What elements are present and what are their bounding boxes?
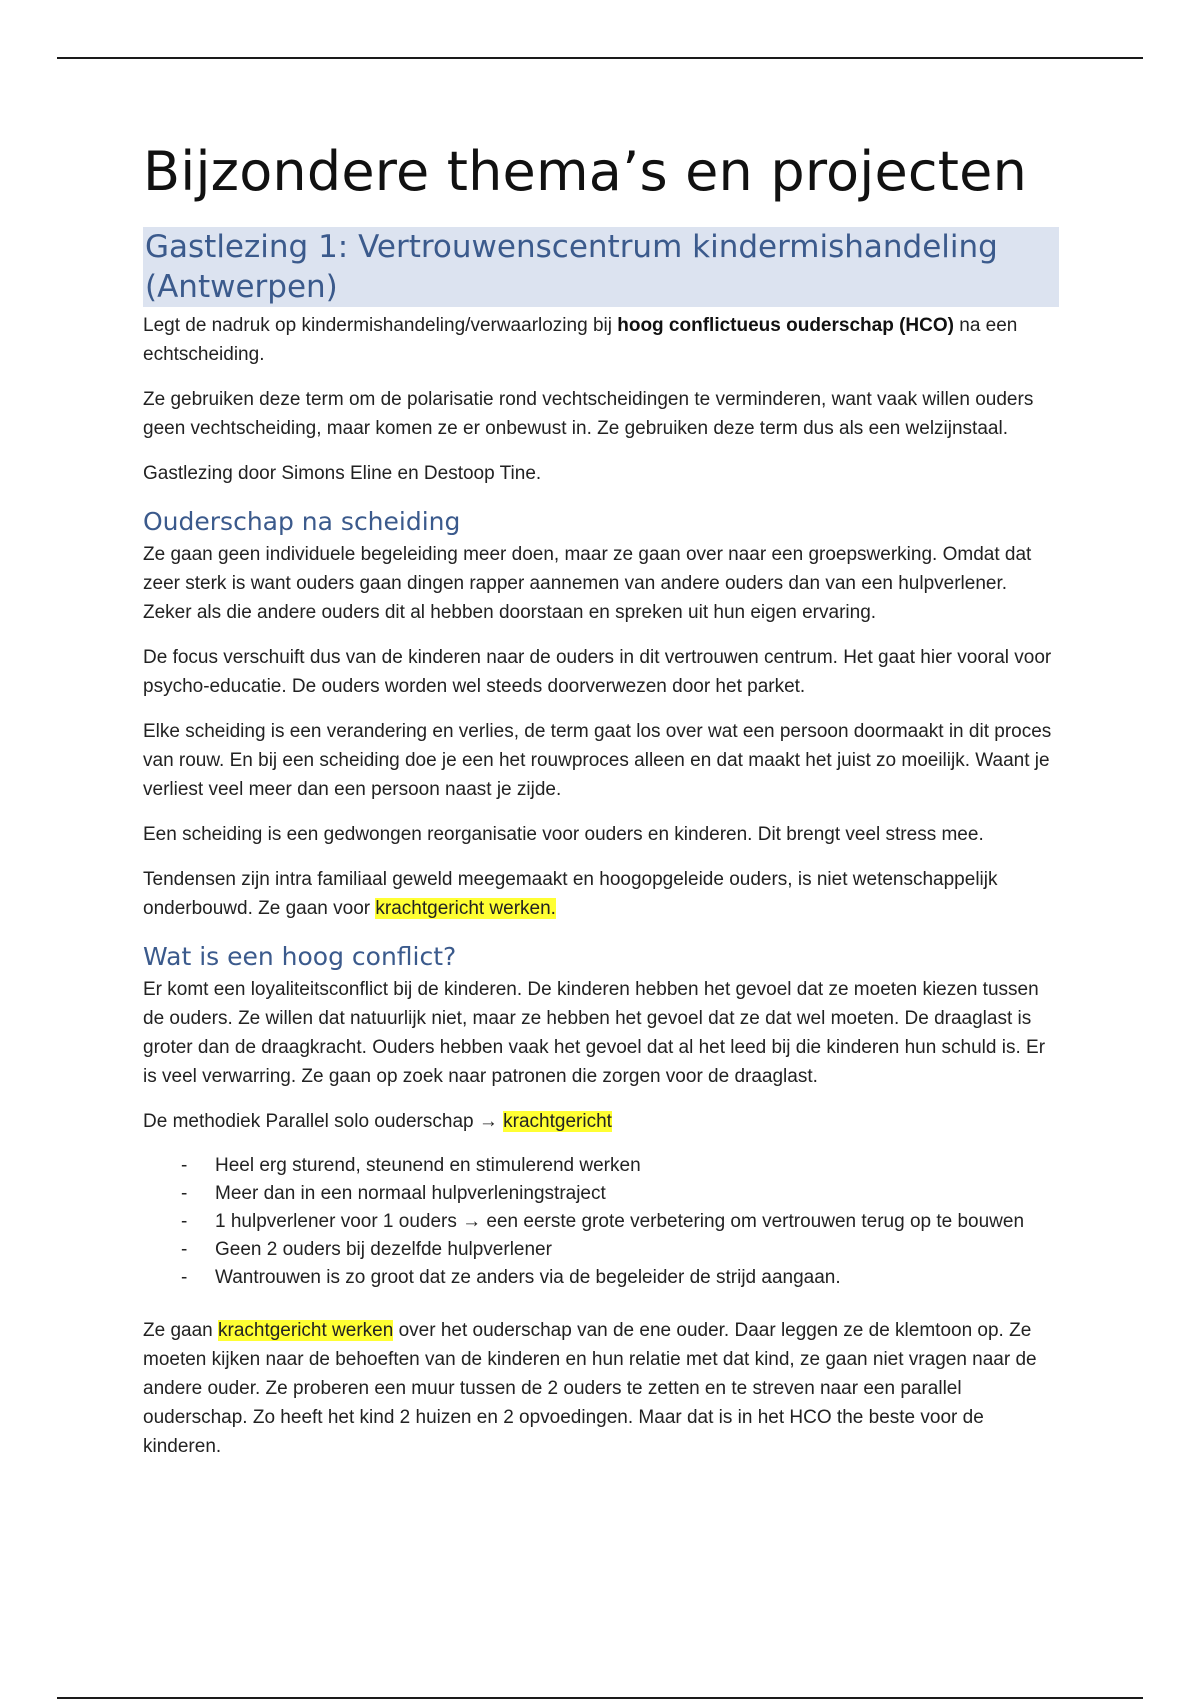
section1-paragraph-3: Elke scheiding is een verandering en verlies, de term gaat los over wat een persoon doormaakt in dit proces van rouw. En bij een scheiding doe je een het rouwproces alleen en dat maakt het juist zo moeilijk. Waant je verliest veel meer dan een persoon naast je zijde. (143, 720, 1052, 800)
list-item: - 1 hulpverlener voor 1 ouders → een eerste grote verbetering om vertrouwen terug op te bouwen (143, 1208, 1059, 1236)
highlight-krachtgericht: krachtgericht (503, 1110, 612, 1132)
heading-line-1: Gastlezing 1: Vertrouwenscentrum kindermishandeling (145, 228, 998, 265)
section1-p5-text: Tendensen zijn intra familiaal geweld meegemaakt en hoogopgeleide ouders, is niet wetenschappelijk onderbouwd. Ze gaan voor (143, 868, 998, 919)
bottom-rule (57, 1697, 1143, 1699)
methodiek-text: De methodiek Parallel solo ouderschap → (143, 1110, 504, 1132)
section2-p3-text-after: over het ouderschap van de ene ouder. Daar leggen ze de klemtoon op. Ze moeten kijken naar de behoeften van de kinderen en hun relatie met dat kind, ze gaan niet vragen naar de andere ouder. Ze proberen een muur tussen de 2 ouders te zetten en te streven naar een parallel ouderschap. Zo heeft het kind 2 huizen en 2 opvoedingen. Maar dat is in het HCO the beste voor de kinderen. (143, 1319, 1037, 1457)
list-item: - Wantrouwen is zo groot dat ze anders via de begeleider de strijd aangaan. (143, 1264, 1059, 1292)
section1-paragraph-5 (143, 865, 1059, 923)
list-item: - Heel erg sturend, steunend en stimulerend werken (143, 1152, 1059, 1180)
section2-paragraph-3 (143, 1316, 1059, 1461)
intro-text-after: na een echtscheiding. (143, 314, 1018, 365)
document-page (143, 130, 1059, 1477)
section1-paragraph-1: Ze gaan geen individuele begeleiding meer doen, maar ze gaan over naar een groepswerking. Omdat dat zeer sterk is want ouders gaan dingen rapper aannemen van andere ouders dan van een hulpverlener. Zeker als die andere ouders dit al hebben doorstaan en spreken uit hun eigen ervaring. (143, 543, 1032, 623)
highlight-krachtgericht-werken-2: krachtgericht werken (218, 1319, 394, 1341)
section2-p3-text: Ze gaan (143, 1319, 218, 1341)
methodiek-bullet-list (143, 1152, 1059, 1292)
highlight-krachtgericht-werken: krachtgericht werken. (375, 897, 556, 919)
heading-gastlezing-1 (143, 227, 1059, 307)
list-item: - Meer dan in een normaal hulpverleningstraject (143, 1180, 1059, 1208)
top-rule (57, 57, 1143, 59)
intro-paragraph-3: Gastlezing door Simons Eline en Destoop Tine. (143, 462, 542, 484)
list-item: - Geen 2 ouders bij dezelfde hulpverlener (143, 1236, 1059, 1264)
heading-hoog-conflict: Wat is een hoog conflict? (143, 941, 457, 971)
heading-line-2: (Antwerpen) (145, 268, 338, 305)
section2-paragraph-2 (143, 1107, 1059, 1136)
bold-term-hco: hoog conflictueus ouderschap (HCO) (617, 314, 954, 336)
section1-paragraph-2: De focus verschuift dus van de kinderen naar de ouders in dit vertrouwen centrum. Het gaat hier vooral voor psycho-educatie. De ouders worden wel steeds doorverwezen door het parket. (143, 646, 1052, 697)
intro-text: Legt de nadruk op kindermishandeling/verwaarlozing bij (143, 314, 618, 336)
section1-paragraph-4: Een scheiding is een gedwongen reorganisatie voor ouders en kinderen. Dit brengt veel stress mee. (143, 823, 984, 845)
intro-paragraph-2: Ze gebruiken deze term om de polarisatie rond vechtscheidingen te verminderen, want vaak willen ouders geen vechtscheiding, maar komen ze er onbewust in. Ze gebruiken deze term dus als een welzijnstaal. (143, 388, 1034, 439)
section2-paragraph-1: Er komt een loyaliteitsconflict bij de kinderen. De kinderen hebben het gevoel dat ze moeten kiezen tussen de ouders. Ze willen dat natuurlijk niet, maar ze hebben het gevoel dat ze dat wel moeten. De draaglast is groter dan de draagkracht. Ouders hebben vaak het gevoel dat al het leed bij die kinderen hun schuld is. Er is veel verwarring. Ze gaan op zoek naar patronen die zorgen voor de draaglast. (143, 978, 1046, 1087)
document-title: Bijzondere thema’s en projecten (143, 140, 1028, 203)
heading-ouderschap-na-scheiding: Ouderschap na scheiding (143, 506, 461, 536)
intro-paragraph-1 (143, 311, 1059, 369)
